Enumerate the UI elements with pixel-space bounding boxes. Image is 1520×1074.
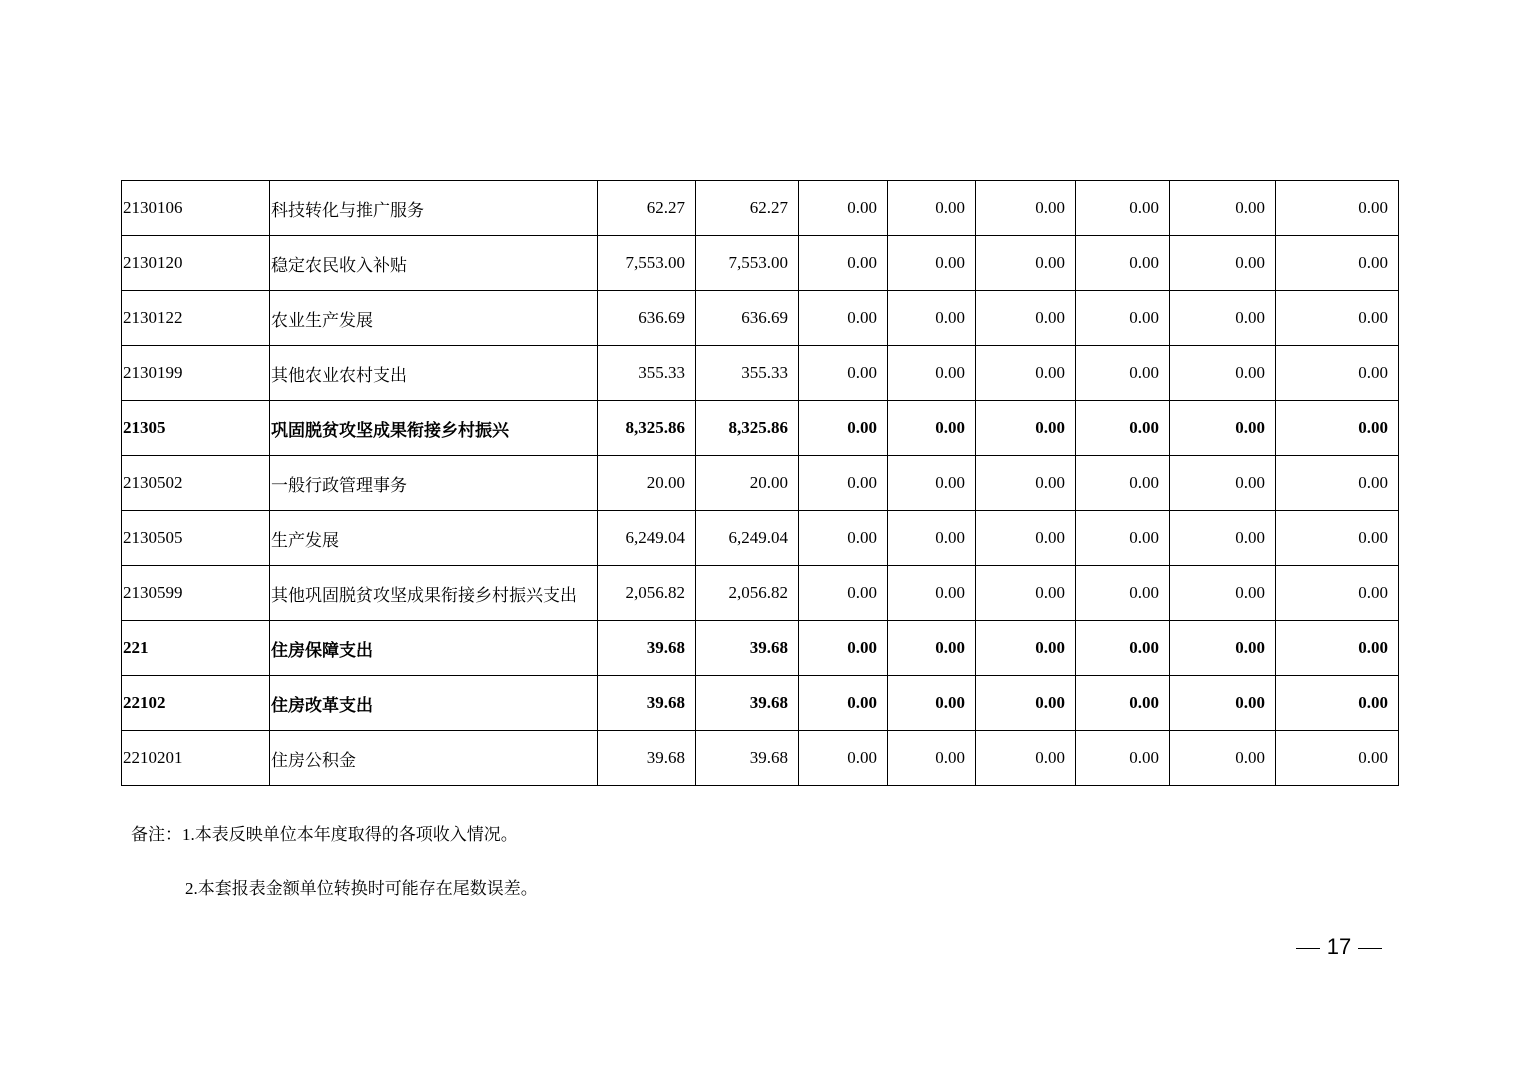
amount-cell: 0.00 (1276, 291, 1399, 346)
amount-cell: 39.68 (598, 731, 696, 786)
amount-cell: 0.00 (888, 676, 976, 731)
amount-cell: 0.00 (1276, 236, 1399, 291)
amount-cell: 0.00 (888, 731, 976, 786)
table-row (122, 511, 1399, 566)
amount-cell: 2,056.82 (696, 566, 799, 621)
amount-cell: 0.00 (799, 621, 888, 676)
amount-cell: 0.00 (888, 401, 976, 456)
amount-cell: 0.00 (799, 731, 888, 786)
amount-cell: 0.00 (1276, 676, 1399, 731)
subject-code-cell: 2130505 (122, 511, 270, 566)
amount-cell: 20.00 (598, 456, 696, 511)
page-number-text: 17 (1326, 934, 1352, 959)
table-row (122, 401, 1399, 456)
subject-name-cell: 科技转化与推广服务 (270, 181, 598, 236)
amount-cell: 0.00 (1170, 236, 1276, 291)
amount-cell: 62.27 (598, 181, 696, 236)
amount-cell: 0.00 (1170, 731, 1276, 786)
amount-cell: 0.00 (1076, 511, 1170, 566)
subject-code-cell: 21305 (122, 401, 270, 456)
amount-cell: 0.00 (1076, 346, 1170, 401)
amount-cell: 6,249.04 (696, 511, 799, 566)
note-line-2: 2.本套报表金额单位转换时可能存在尾数误差。 (185, 879, 538, 898)
amount-cell: 0.00 (888, 181, 976, 236)
amount-cell: 355.33 (598, 346, 696, 401)
amount-cell: 0.00 (1170, 566, 1276, 621)
amount-cell: 0.00 (799, 456, 888, 511)
amount-cell: 0.00 (1276, 621, 1399, 676)
amount-cell: 0.00 (1276, 456, 1399, 511)
subject-name-cell: 住房公积金 (270, 731, 598, 786)
amount-cell: 0.00 (799, 181, 888, 236)
table-row (122, 621, 1399, 676)
amount-cell: 636.69 (696, 291, 799, 346)
amount-cell: 0.00 (799, 566, 888, 621)
amount-cell: 0.00 (1076, 291, 1170, 346)
amount-cell: 20.00 (696, 456, 799, 511)
subject-name-cell: 其他农业农村支出 (270, 346, 598, 401)
amount-cell: 0.00 (1170, 181, 1276, 236)
table-row (122, 731, 1399, 786)
note-line-1: 备注：1.本表反映单位本年度取得的各项收入情况。 (131, 825, 518, 844)
amount-cell: 0.00 (1276, 511, 1399, 566)
subject-name-cell: 稳定农民收入补贴 (270, 236, 598, 291)
amount-cell: 39.68 (696, 621, 799, 676)
amount-cell: 0.00 (1170, 511, 1276, 566)
amount-cell: 0.00 (888, 456, 976, 511)
amount-cell: 0.00 (1276, 181, 1399, 236)
amount-cell: 39.68 (696, 676, 799, 731)
amount-cell: 0.00 (1170, 346, 1276, 401)
amount-cell: 0.00 (1076, 621, 1170, 676)
amount-cell: 0.00 (1076, 236, 1170, 291)
subject-name-cell: 其他巩固脱贫攻坚成果衔接乡村振兴支出 (270, 566, 598, 621)
subject-code-cell: 2210201 (122, 731, 270, 786)
budget-table (121, 180, 1399, 786)
amount-cell: 0.00 (1076, 456, 1170, 511)
page-number-left-dash (1296, 948, 1320, 949)
amount-cell: 2,056.82 (598, 566, 696, 621)
amount-cell: 0.00 (1170, 401, 1276, 456)
amount-cell: 39.68 (696, 731, 799, 786)
amount-cell: 0.00 (1076, 181, 1170, 236)
subject-code-cell: 2130599 (122, 566, 270, 621)
amount-cell: 0.00 (976, 456, 1076, 511)
table-row (122, 676, 1399, 731)
amount-cell: 355.33 (696, 346, 799, 401)
amount-cell: 0.00 (1170, 621, 1276, 676)
amount-cell: 0.00 (1076, 731, 1170, 786)
amount-cell: 0.00 (976, 236, 1076, 291)
subject-name-cell: 一般行政管理事务 (270, 456, 598, 511)
amount-cell: 0.00 (1276, 566, 1399, 621)
amount-cell: 0.00 (888, 511, 976, 566)
subject-code-cell: 2130122 (122, 291, 270, 346)
subject-name-cell: 住房改革支出 (270, 676, 598, 731)
amount-cell: 7,553.00 (598, 236, 696, 291)
subject-code-cell: 2130199 (122, 346, 270, 401)
amount-cell: 0.00 (888, 566, 976, 621)
amount-cell: 0.00 (799, 511, 888, 566)
amount-cell: 0.00 (1170, 456, 1276, 511)
amount-cell: 0.00 (1076, 401, 1170, 456)
table-row (122, 566, 1399, 621)
amount-cell: 39.68 (598, 676, 696, 731)
amount-cell: 0.00 (799, 676, 888, 731)
amount-cell: 0.00 (1170, 291, 1276, 346)
table-row (122, 181, 1399, 236)
amount-cell: 0.00 (976, 676, 1076, 731)
subject-name-cell: 生产发展 (270, 511, 598, 566)
amount-cell: 0.00 (1076, 566, 1170, 621)
amount-cell: 0.00 (1276, 346, 1399, 401)
table-row (122, 236, 1399, 291)
amount-cell: 0.00 (799, 291, 888, 346)
amount-cell: 0.00 (976, 291, 1076, 346)
amount-cell: 0.00 (888, 621, 976, 676)
amount-cell: 0.00 (799, 401, 888, 456)
amount-cell: 0.00 (799, 346, 888, 401)
page-number (1286, 934, 1392, 960)
amount-cell: 0.00 (976, 511, 1076, 566)
amount-cell: 62.27 (696, 181, 799, 236)
subject-code-cell: 2130502 (122, 456, 270, 511)
subject-code-cell: 2130106 (122, 181, 270, 236)
subject-name-cell: 巩固脱贫攻坚成果衔接乡村振兴 (270, 401, 598, 456)
subject-name-cell: 农业生产发展 (270, 291, 598, 346)
amount-cell: 7,553.00 (696, 236, 799, 291)
amount-cell: 0.00 (976, 181, 1076, 236)
amount-cell: 0.00 (888, 346, 976, 401)
subject-code-cell: 221 (122, 621, 270, 676)
table-row (122, 456, 1399, 511)
table-row (122, 346, 1399, 401)
subject-code-cell: 2130120 (122, 236, 270, 291)
amount-cell: 0.00 (976, 401, 1076, 456)
amount-cell: 0.00 (1276, 401, 1399, 456)
amount-cell: 0.00 (1076, 676, 1170, 731)
amount-cell: 39.68 (598, 621, 696, 676)
amount-cell: 0.00 (976, 621, 1076, 676)
page-number-right-dash (1358, 948, 1382, 949)
amount-cell: 0.00 (888, 236, 976, 291)
amount-cell: 0.00 (1170, 676, 1276, 731)
amount-cell: 0.00 (976, 731, 1076, 786)
amount-cell: 6,249.04 (598, 511, 696, 566)
amount-cell: 0.00 (1276, 731, 1399, 786)
amount-cell: 8,325.86 (696, 401, 799, 456)
subject-code-cell: 22102 (122, 676, 270, 731)
amount-cell: 0.00 (976, 566, 1076, 621)
amount-cell: 0.00 (976, 346, 1076, 401)
amount-cell: 636.69 (598, 291, 696, 346)
amount-cell: 0.00 (888, 291, 976, 346)
table-row (122, 291, 1399, 346)
amount-cell: 8,325.86 (598, 401, 696, 456)
table-body (122, 181, 1399, 786)
subject-name-cell: 住房保障支出 (270, 621, 598, 676)
amount-cell: 0.00 (799, 236, 888, 291)
